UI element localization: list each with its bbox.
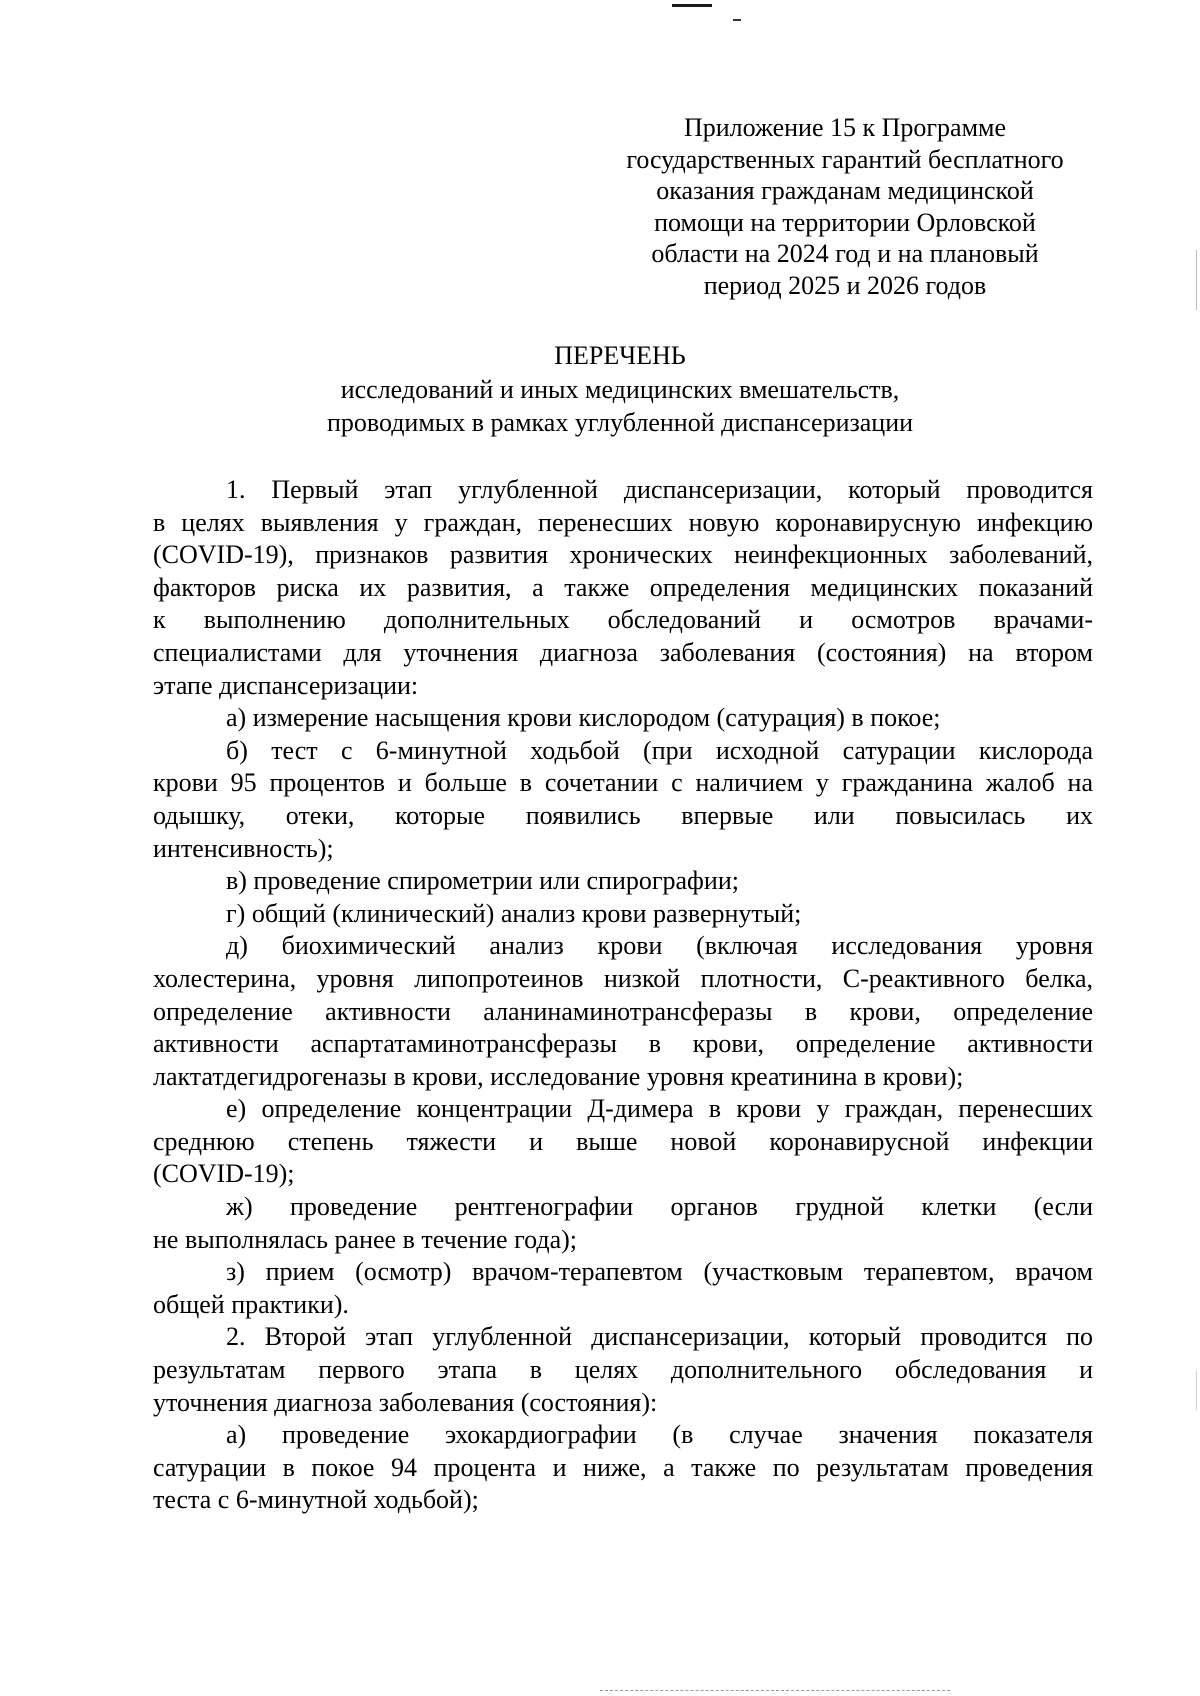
annex-line: области на 2024 год и на плановый <box>651 239 1039 268</box>
list-item-line: холестерина, уровня липопротеинов низкой плотности, С-реактивного белка, <box>153 963 1093 993</box>
list-item-line: г) общий (клинический) анализ крови развернутый; <box>226 898 802 928</box>
scan-mark <box>733 19 741 21</box>
scan-edge-shadow <box>1196 250 1197 310</box>
list-item-line: интенсивность); <box>153 833 334 863</box>
subtitle-line: исследований и иных медицинских вмешательств, <box>340 375 900 404</box>
document-title: ПЕРЕЧЕНЬ <box>554 341 686 370</box>
list-item-line: ж) проведение рентгенографии органов грудной клетки (если <box>226 1192 1093 1222</box>
list-item-line: определение активности аланинаминотрансферазы в крови, определение <box>153 996 1093 1026</box>
paragraph-line: к выполнению дополнительных обследований и осмотров врачами- <box>153 605 1093 635</box>
list-item-line: сатурации в покое 94 процента и ниже, а также по результатам проведения <box>153 1452 1093 1482</box>
paragraph-line: в целях выявления у граждан, перенесших новую коронавирусную инфекцию <box>153 507 1093 537</box>
annex-header <box>600 112 1090 301</box>
annex-line: государственных гарантий бесплатного <box>626 144 1064 174</box>
list-item-line: одышку, отеки, которые появились впервые или повысилась их <box>153 800 1093 830</box>
annex-line: помощи на территории Орловской <box>654 207 1036 237</box>
subtitle-line: проводимых в рамках углубленной диспансеризации <box>326 407 914 437</box>
list-item-line: активности аспартатаминотрансферазы в крови, определение активности <box>153 1029 1093 1059</box>
list-item-line: а) проведение эхокардиографии (в случае значения показателя <box>226 1420 1093 1450</box>
scan-edge-shadow <box>1196 1370 1197 1410</box>
paragraph-line: (COVID-19), признаков развития хронических неинфекционных заболеваний, <box>153 540 1093 570</box>
scan-edge-shadow <box>600 1690 950 1692</box>
list-item-line: а) измерение насыщения крови кислородом (сатурация) в покое; <box>226 703 941 733</box>
document-body <box>153 474 1093 1517</box>
paragraph-line: 2. Второй этап углубленной диспансеризации, который проводится по <box>226 1322 1093 1352</box>
list-item-line: в) проведение спирометрии или спирографии; <box>226 866 739 896</box>
list-item-line: е) определение концентрации Д-димера в крови у граждан, перенесших <box>226 1094 1093 1124</box>
list-item-line: не выполнялась ранее в течение года); <box>153 1224 577 1254</box>
list-item-line: среднюю степень тяжести и выше новой коронавирусной инфекции <box>153 1126 1093 1156</box>
paragraph-line: 1. Первый этап углубленной диспансеризации, который проводится <box>226 475 1093 504</box>
paragraph-line: уточнения диагноза заболевания (состояния): <box>153 1387 658 1417</box>
paragraph-line: результатам первого этапа в целях дополнительного обследования и <box>153 1355 1093 1385</box>
list-item-line: з) прием (осмотр) врачом-терапевтом (участковым терапевтом, врачом <box>226 1257 1093 1287</box>
annex-line: оказания гражданам медицинской <box>656 176 1034 205</box>
list-item-line: (COVID-19); <box>153 1159 295 1189</box>
paragraph-line: специалистами для уточнения диагноза заболевания (состояния) на втором <box>153 637 1093 667</box>
list-item-line: б) тест с 6-минутной ходьбой (при исходной сатурации кислорода <box>226 735 1093 765</box>
paragraph-line: этапе диспансеризации: <box>153 670 419 700</box>
scan-mark <box>672 4 712 7</box>
list-item-line: теста с 6-минутной ходьбой); <box>153 1485 479 1515</box>
paragraph-line: факторов риска их развития, а также определения медицинских показаний <box>153 572 1093 602</box>
annex-line: период 2025 и 2026 годов <box>703 270 987 300</box>
list-item-line: общей практики). <box>153 1289 349 1319</box>
annex-line: Приложение 15 к Программе <box>683 113 1007 142</box>
list-item-line: крови 95 процентов и больше в сочетании с наличием у гражданина жалоб на <box>153 768 1093 798</box>
list-item-line: лактатдегидрогеназы в крови, исследование уровня креатинина в крови); <box>153 1061 964 1091</box>
document-subtitle <box>0 374 1200 439</box>
list-item-line: д) биохимический анализ крови (включая исследования уровня <box>226 931 1093 961</box>
